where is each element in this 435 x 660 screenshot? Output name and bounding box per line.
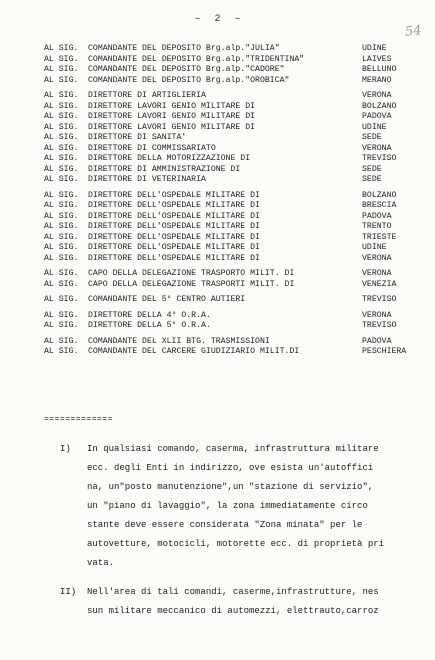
address-prefix: AL SIG. [44,347,79,356]
address-prefix: AL SIG. [44,143,79,153]
address-row [44,65,404,76]
recipient-title: DIRETTORE DI VETERINARIA [88,175,206,184]
page-number-value: 2 [214,14,221,25]
recipient-title: COMANDANTE DEL XLII BTG. TRASMISSIONI [88,336,270,346]
recipient-city: PADOVA [362,336,392,346]
address-group [44,191,404,265]
recipient-title: DIRETTORE LAVORI GENIO MILITARE DI [88,101,256,111]
recipient-title: DIRETTORE DI SANITA' [88,133,187,142]
address-prefix: AL SIG. [44,164,79,174]
address-row [44,295,404,306]
recipient-city: PADOVA [362,211,392,221]
recipient-city: VERONA [362,253,392,263]
address-row [44,144,404,155]
address-prefix: AL SIG. [44,154,79,163]
address-row [44,112,404,123]
address-row [44,91,404,102]
recipient-title: COMANDANTE DEL CARCERE GIUDIZIARIO MILIT.DI [88,347,300,356]
address-row [44,102,404,113]
address-group [44,311,404,332]
separator-line: ============= [44,415,113,424]
paragraph-line: Nell'area di tali comandi, caserme,infrastrutture, nes [87,587,379,597]
paragraph-line: na, un"posto manutenzione",un "stazione di servizio", [87,482,374,492]
address-prefix: AL SIG. [44,279,79,289]
address-prefix: AL SIG. [44,222,79,231]
recipient-city: UDINE [362,243,387,252]
address-prefix: AL SIG. [44,122,79,132]
address-prefix: AL SIG. [44,269,79,278]
address-prefix: AL SIG. [44,243,79,252]
paragraph-line: vata. [87,558,115,568]
recipient-title: DIRETTORE DELL'OSPEDALE MILITARE DI [88,253,260,263]
address-row [44,243,404,254]
recipient-title: DIRETTORE DELL'OSPEDALE MILITARE DI [88,201,260,210]
recipient-title: DIRETTORE DELLA 4° O.R.A. [88,310,211,320]
recipient-title: DIRETTORE LAVORI GENIO MILITARE DI [88,122,256,132]
address-prefix: AL SIG. [44,232,79,242]
recipient-city: BOLZANO [362,190,397,200]
address-row [44,347,407,358]
address-prefix: AL SIG. [44,190,79,200]
address-row [44,212,404,223]
recipient-city: LAIVES [362,54,392,64]
address-row [44,154,404,165]
address-list [44,44,407,363]
address-row [44,123,404,134]
address-prefix: AL SIG. [44,321,79,330]
address-row [44,269,404,280]
address-group [44,91,404,186]
recipient-title: DIRETTORE DI ARTIGLIERIA [88,91,206,100]
recipient-city: UDINE [362,122,387,132]
recipient-city: MERANO [362,75,392,85]
recipient-title: DIRETTORE DELL'OSPEDALE MILITARE DI [88,222,260,231]
address-prefix: AL SIG. [44,65,79,74]
recipient-city: VERONA [362,269,392,278]
recipient-title: DIRETTORE DELL'OSPEDALE MILITARE DI [88,232,260,242]
address-row [44,133,404,144]
address-row [44,280,404,291]
address-prefix: AL SIG. [44,295,79,304]
recipient-title: COMANDANTE DEL 5° CENTRO AUTIERI [88,295,246,304]
paragraph-number: II) [60,587,77,597]
recipient-city: VENEZIA [362,279,397,289]
recipient-city: BELLUNO [362,65,397,74]
address-prefix: AL SIG. [44,54,79,64]
address-row [44,44,404,55]
page-number: – 2 – [194,14,241,25]
paragraph-1 [60,440,410,573]
address-row [44,191,404,202]
recipient-title: DIRETTORE LAVORI GENIO MILITARE DI [88,112,256,121]
address-prefix: AL SIG. [44,112,79,121]
paragraph-line: stante deve essere considerata "Zona minata" per le [87,520,363,530]
address-row [44,222,404,233]
paragraph-line: In qualsiasi comando, caserma, infrastruttura militare [87,444,379,454]
address-group [44,44,404,86]
recipient-city: SEDE [362,164,382,174]
recipient-title: COMANDANTE DEL DEPOSITO Brg.alp."JULIA" [88,44,280,53]
address-prefix: AL SIG. [44,201,79,210]
paragraph-line: un "piano di lavaggio", la zona immediatamente circo [87,501,368,511]
address-row [44,337,404,348]
address-row [44,165,404,176]
paragraph-line: sun militare meccanico di automezzi, elettrauto,carroz [87,606,379,616]
recipient-title: DIRETTORE DELLA 5° O.R.A. [88,321,211,330]
recipient-city: UDINE [362,44,387,53]
address-prefix: AL SIG. [44,310,79,320]
recipient-city: TREVISO [362,321,397,330]
address-row [44,55,404,66]
recipient-title: CAPO DELLA DELEGAZIONE TRASPORTI MILIT. DI [88,279,295,289]
recipient-title: DIRETTORE DELL'OSPEDALE MILITARE DI [88,243,260,252]
address-row [44,321,404,332]
address-prefix: AL SIG. [44,253,79,263]
recipient-city: BOLZANO [362,101,397,111]
address-prefix: AL SIG. [44,44,79,53]
recipient-city: VERONA [362,91,392,100]
address-group [44,295,404,306]
address-prefix: AL SIG. [44,101,79,111]
paragraph-line: autovetture, motocicli, motorette ecc. di proprietà pri [87,539,385,549]
address-prefix: AL SIG. [44,133,79,142]
recipient-title: CAPO DELLA DELEGAZIONE TRASPORTO MILIT. DI [88,269,295,278]
recipient-city: SEDE [362,175,382,184]
recipient-city: VERONA [362,143,392,153]
address-group [44,269,404,290]
handwritten-folio-mark: 54 [404,23,423,40]
recipient-city: BRESCIA [362,201,397,210]
recipient-title: COMANDANTE DEL DEPOSITO Brg.alp."OROBICA" [88,75,290,85]
recipient-title: COMANDANTE DEL DEPOSITO Brg.alp."TRIDENTINA" [88,54,305,64]
address-row [44,201,404,212]
recipient-title: DIRETTORE DELL'OSPEDALE MILITARE DI [88,211,260,221]
address-prefix: AL SIG. [44,336,79,346]
recipient-title: COMANDANTE DEL DEPOSITO Brg.alp."CADORE" [88,65,285,74]
paragraph-number: I) [60,444,71,454]
recipient-city: TRENTO [362,222,392,231]
recipient-city: TRIESTE [362,232,397,242]
address-row [44,311,404,322]
recipient-city: SEDE [362,133,382,142]
address-row [44,233,404,244]
recipient-city: PADOVA [362,112,392,121]
address-prefix: AL SIG. [44,75,79,85]
recipient-city: TREVISO [362,295,397,304]
address-row [44,76,404,87]
address-prefix: AL SIG. [44,91,79,100]
recipient-city: PESCHIERA [362,347,407,356]
recipient-city: VERONA [362,310,392,320]
recipient-city: TREVISO [362,154,397,163]
address-prefix: AL SIG. [44,211,79,221]
address-prefix: AL SIG. [44,175,79,184]
paragraph-line: ecc. degli Enti in indirizzo, ove esista un'autoffici [87,463,374,473]
recipient-title: DIRETTORE DELLA MOTORIZZAZIONE DI [88,154,251,163]
recipient-title: DIRETTORE DI COMMISSARIATO [88,143,216,153]
recipient-title: DIRETTORE DI AMMINISTRAZIONE DI [88,164,241,174]
address-row [44,254,404,265]
address-group [44,336,407,358]
address-row [44,175,404,186]
paragraph-2 [60,583,410,621]
recipient-title: DIRETTORE DELL'OSPEDALE MILITARE DI [88,190,260,200]
